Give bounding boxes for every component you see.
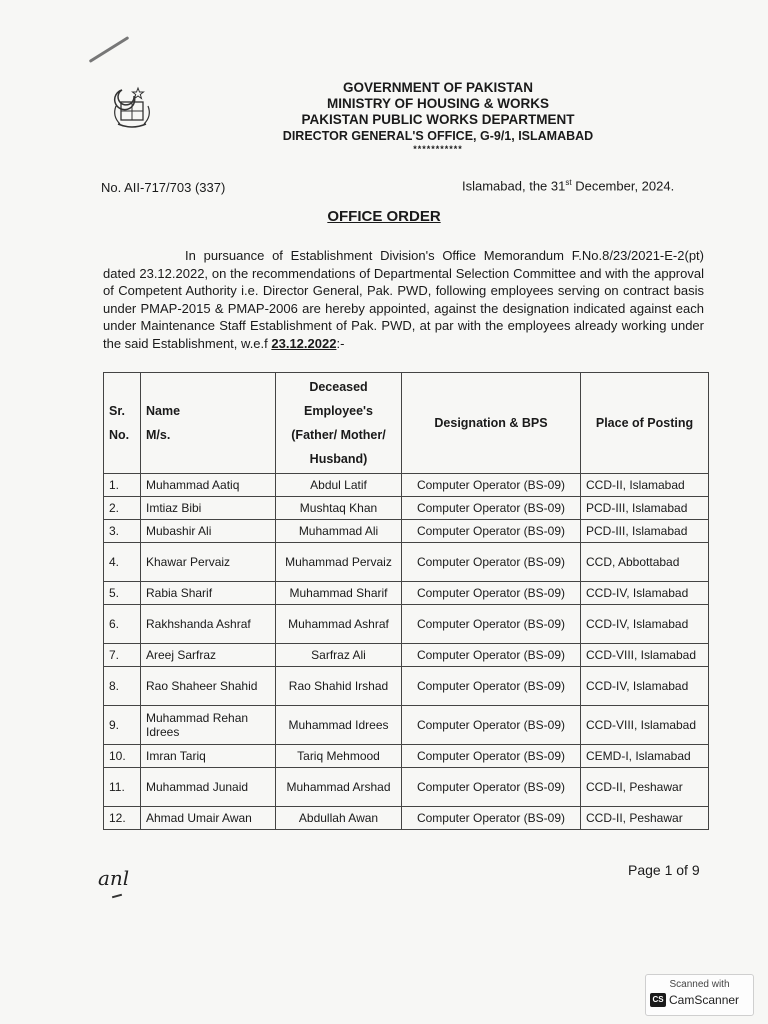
table-row — [104, 543, 709, 582]
scanner-brand: CamScanner — [669, 993, 740, 1007]
col-header-posting: Place of Posting — [581, 373, 709, 474]
col-header-designation: Designation & BPS — [402, 373, 581, 474]
cell-posting: PCD-III, Islamabad — [581, 520, 709, 543]
cell-sr: 8. — [104, 667, 141, 706]
cell-designation: Computer Operator (BS-09) — [402, 543, 581, 582]
table-row — [104, 644, 709, 667]
table-row — [104, 706, 709, 745]
cell-deceased: Muhammad Arshad — [276, 768, 402, 807]
table-row — [104, 768, 709, 807]
cell-posting: CCD-VIII, Islamabad — [581, 706, 709, 745]
cell-name: Rao Shaheer Shahid — [141, 667, 276, 706]
table-row — [104, 745, 709, 768]
cell-name: Areej Sarfraz — [141, 644, 276, 667]
cell-designation: Computer Operator (BS-09) — [402, 667, 581, 706]
camscanner-logo-icon: CS — [650, 993, 666, 1007]
cell-name: Muhammad Junaid — [141, 768, 276, 807]
cell-deceased: Muhammad Sharif — [276, 582, 402, 605]
table-row — [104, 667, 709, 706]
cell-deceased: Muhammad Pervaiz — [276, 543, 402, 582]
cell-name: Ahmad Umair Awan — [141, 807, 276, 830]
effective-date: 23.12.2022 — [271, 335, 337, 351]
cell-deceased: Muhammad Ali — [276, 520, 402, 543]
cell-sr: 3. — [104, 520, 141, 543]
handwritten-initials: anl — [98, 866, 130, 890]
header-stars: *********** — [413, 144, 463, 154]
header-department: PAKISTAN PUBLIC WORKS DEPARTMENT — [301, 112, 575, 127]
col-header-sr: Sr. No. — [104, 373, 141, 474]
cell-sr: 7. — [104, 644, 141, 667]
cell-posting: CCD, Abbottabad — [581, 543, 709, 582]
table-row — [104, 520, 709, 543]
cell-posting: CCD-IV, Islamabad — [581, 582, 709, 605]
cell-name: Rabia Sharif — [141, 582, 276, 605]
table-row — [104, 497, 709, 520]
cell-deceased: Abdul Latif — [276, 474, 402, 497]
scanner-watermark — [645, 974, 754, 1016]
cell-designation: Computer Operator (BS-09) — [402, 605, 581, 644]
cell-sr: 2. — [104, 497, 141, 520]
cell-deceased: Sarfraz Ali — [276, 644, 402, 667]
appointment-table — [103, 372, 709, 830]
pen-mark — [89, 36, 130, 63]
cell-designation: Computer Operator (BS-09) — [402, 582, 581, 605]
header-ministry: MINISTRY OF HOUSING & WORKS — [326, 96, 549, 111]
cell-sr: 6. — [104, 605, 141, 644]
cell-posting: CCD-IV, Islamabad — [581, 667, 709, 706]
page-title: OFFICE ORDER — [327, 208, 441, 225]
cell-name: Imtiaz Bibi — [141, 497, 276, 520]
cell-posting: PCD-III, Islamabad — [581, 497, 709, 520]
table-row — [104, 807, 709, 830]
col-header-name: Name M/s. — [141, 373, 276, 474]
reference-number: No. AII-717/703 (337) — [101, 180, 226, 195]
table-row — [104, 582, 709, 605]
scanner-label: Scanned with — [669, 979, 730, 990]
order-date: Islamabad, the 31st December, 2024. — [462, 178, 675, 194]
table-row — [104, 474, 709, 497]
cell-sr: 9. — [104, 706, 141, 745]
cell-name: Imran Tariq — [141, 745, 276, 768]
header-government: GOVERNMENT OF PAKISTAN — [342, 80, 533, 95]
cell-sr: 4. — [104, 543, 141, 582]
cell-name: Muhammad Aatiq — [141, 474, 276, 497]
cell-designation: Computer Operator (BS-09) — [402, 644, 581, 667]
cell-posting: CCD-II, Peshawar — [581, 768, 709, 807]
cell-name: Muhammad Rehan Idrees — [141, 706, 276, 745]
order-body: In pursuance of Establishment Division's Office Memorandum F.No.8/23/2021-E-2(pt) dated 23.12.2022, on the recommendations of Departmental Selection Committee and with the approval of Competent Authority i.e. Director General, Pak. PWD, following employees serving on contract basis under PMAP-2015 & PMAP-2006 are hereby appointed, against the designation indicated against each under Maintenance Staff Establishment of Pak. PWD, at par with the employees already working under the said Establishment, w.e.f 23.12.2022:- — [103, 248, 704, 351]
cell-sr: 12. — [104, 807, 141, 830]
cell-designation: Computer Operator (BS-09) — [402, 768, 581, 807]
cell-deceased: Tariq Mehmood — [276, 745, 402, 768]
cell-deceased: Rao Shahid Irshad — [276, 667, 402, 706]
cell-sr: 1. — [104, 474, 141, 497]
cell-designation: Computer Operator (BS-09) — [402, 474, 581, 497]
cell-designation: Computer Operator (BS-09) — [402, 520, 581, 543]
cell-designation: Computer Operator (BS-09) — [402, 706, 581, 745]
cell-name: Mubashir Ali — [141, 520, 276, 543]
initials-underline — [112, 894, 122, 899]
table-header-row — [104, 373, 709, 474]
cell-sr: 10. — [104, 745, 141, 768]
cell-deceased: Abdullah Awan — [276, 807, 402, 830]
col-header-deceased: Deceased Employee's (Father/ Mother/ Husband) — [276, 373, 402, 474]
cell-sr: 11. — [104, 768, 141, 807]
cell-deceased: Mushtaq Khan — [276, 497, 402, 520]
header-office: DIRECTOR GENERAL'S OFFICE, G-9/1, ISLAMABAD — [282, 129, 594, 143]
cell-posting: CCD-VIII, Islamabad — [581, 644, 709, 667]
cell-sr: 5. — [104, 582, 141, 605]
cell-designation: Computer Operator (BS-09) — [402, 497, 581, 520]
cell-name: Rakhshanda Ashraf — [141, 605, 276, 644]
cell-name: Khawar Pervaiz — [141, 543, 276, 582]
cell-deceased: Muhammad Ashraf — [276, 605, 402, 644]
cell-deceased: Muhammad Idrees — [276, 706, 402, 745]
cell-designation: Computer Operator (BS-09) — [402, 807, 581, 830]
table-row — [104, 605, 709, 644]
cell-posting: CCD-II, Islamabad — [581, 474, 709, 497]
cell-designation: Computer Operator (BS-09) — [402, 745, 581, 768]
page-indicator: Page 1 of 9 — [628, 862, 700, 878]
cell-posting: CCD-IV, Islamabad — [581, 605, 709, 644]
cell-posting: CCD-II, Peshawar — [581, 807, 709, 830]
cell-posting: CEMD-I, Islamabad — [581, 745, 709, 768]
